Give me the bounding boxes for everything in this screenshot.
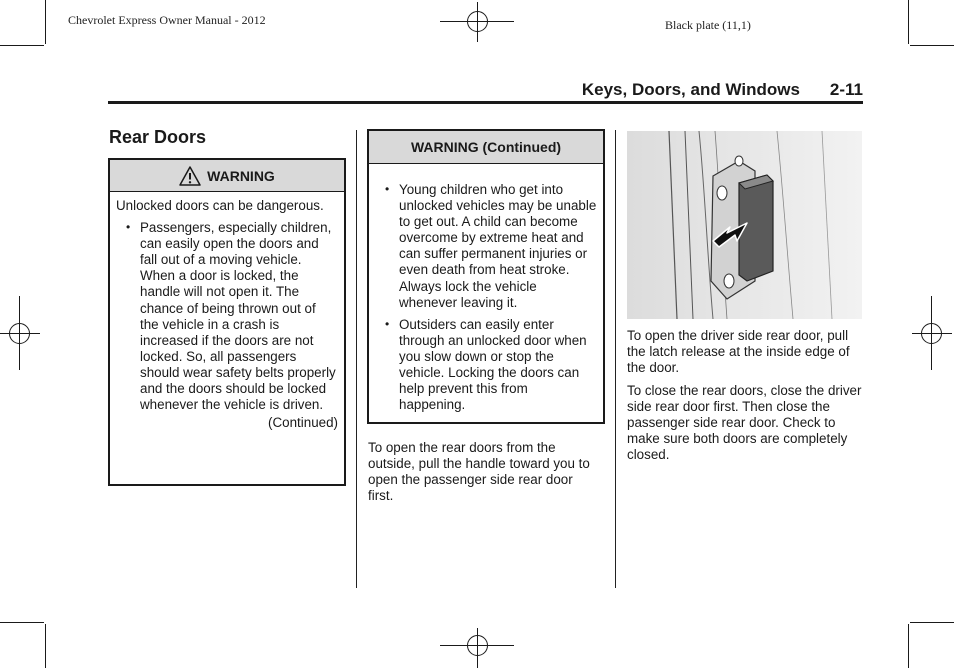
warning-bullet: • Young children who get into unlocked vehicles may be unable to get out. A child can become overcome by extreme heat and can suffer permanent injuries or even death from heat stroke. Always lock the vehicle whenever leaving it. <box>375 182 597 311</box>
column-divider-2 <box>615 130 616 588</box>
warning-triangle-icon <box>179 166 201 186</box>
warning-continued-box <box>367 129 605 424</box>
manual-title: Chevrolet Express Owner Manual - 2012 <box>68 13 266 27</box>
warning-intro: Unlocked doors can be dangerous. <box>116 198 324 213</box>
warning-title: WARNING <box>207 167 275 184</box>
warning-continued-body <box>369 164 603 417</box>
registration-mark-left <box>0 296 40 370</box>
warning-box <box>108 158 346 486</box>
warning-bullet: • Outsiders can easily enter through an unlocked door when you slow down or stop the vehicle. Locking the doors can help prevent this from happening. <box>375 317 597 414</box>
warning-continued-title: WARNING (Continued) <box>410 139 562 155</box>
continued-label: (Continued) <box>268 415 338 431</box>
door-latch-drawing <box>627 131 862 319</box>
warning-continued-header <box>369 131 603 164</box>
registration-mark-top <box>440 2 514 42</box>
warning-bullet: • Passengers, especially children, can easily open the doors and fall out of a moving vehicle. When a door is locked, the handle will not open it. The chance of being thrown out of the vehicle in a crash is increased if the doors are not locked. So, all passengers should wear safety belts properly and the doors should be locked whenever the vehicle is driven. <box>116 220 338 413</box>
plate-label: Black plate (11,1) <box>665 18 751 32</box>
close-doors-text: To close the rear doors, close the driver side rear door first. Then close the passenger side rear door. Check to make sure both doors are completely closed. <box>627 383 862 463</box>
warning-body <box>110 192 344 435</box>
open-rear-doors-text: To open the rear doors from the outside, pull the handle toward you to open the passenger side rear door first. <box>368 440 590 504</box>
section-header <box>108 80 863 100</box>
warning-header <box>110 160 344 192</box>
column-divider-1 <box>356 130 357 588</box>
section-title: Keys, Doors, and Windows <box>581 80 800 99</box>
page-number: 2-11 <box>829 80 863 99</box>
registration-mark-right <box>912 296 952 370</box>
door-latch-illustration <box>627 131 862 319</box>
registration-mark-bottom <box>440 628 514 668</box>
rear-doors-heading: Rear Doors <box>109 127 207 147</box>
driver-door-open-text: To open the driver side rear door, pull the latch release at the inside edge of the door. <box>627 328 850 376</box>
header-rule <box>108 101 863 104</box>
